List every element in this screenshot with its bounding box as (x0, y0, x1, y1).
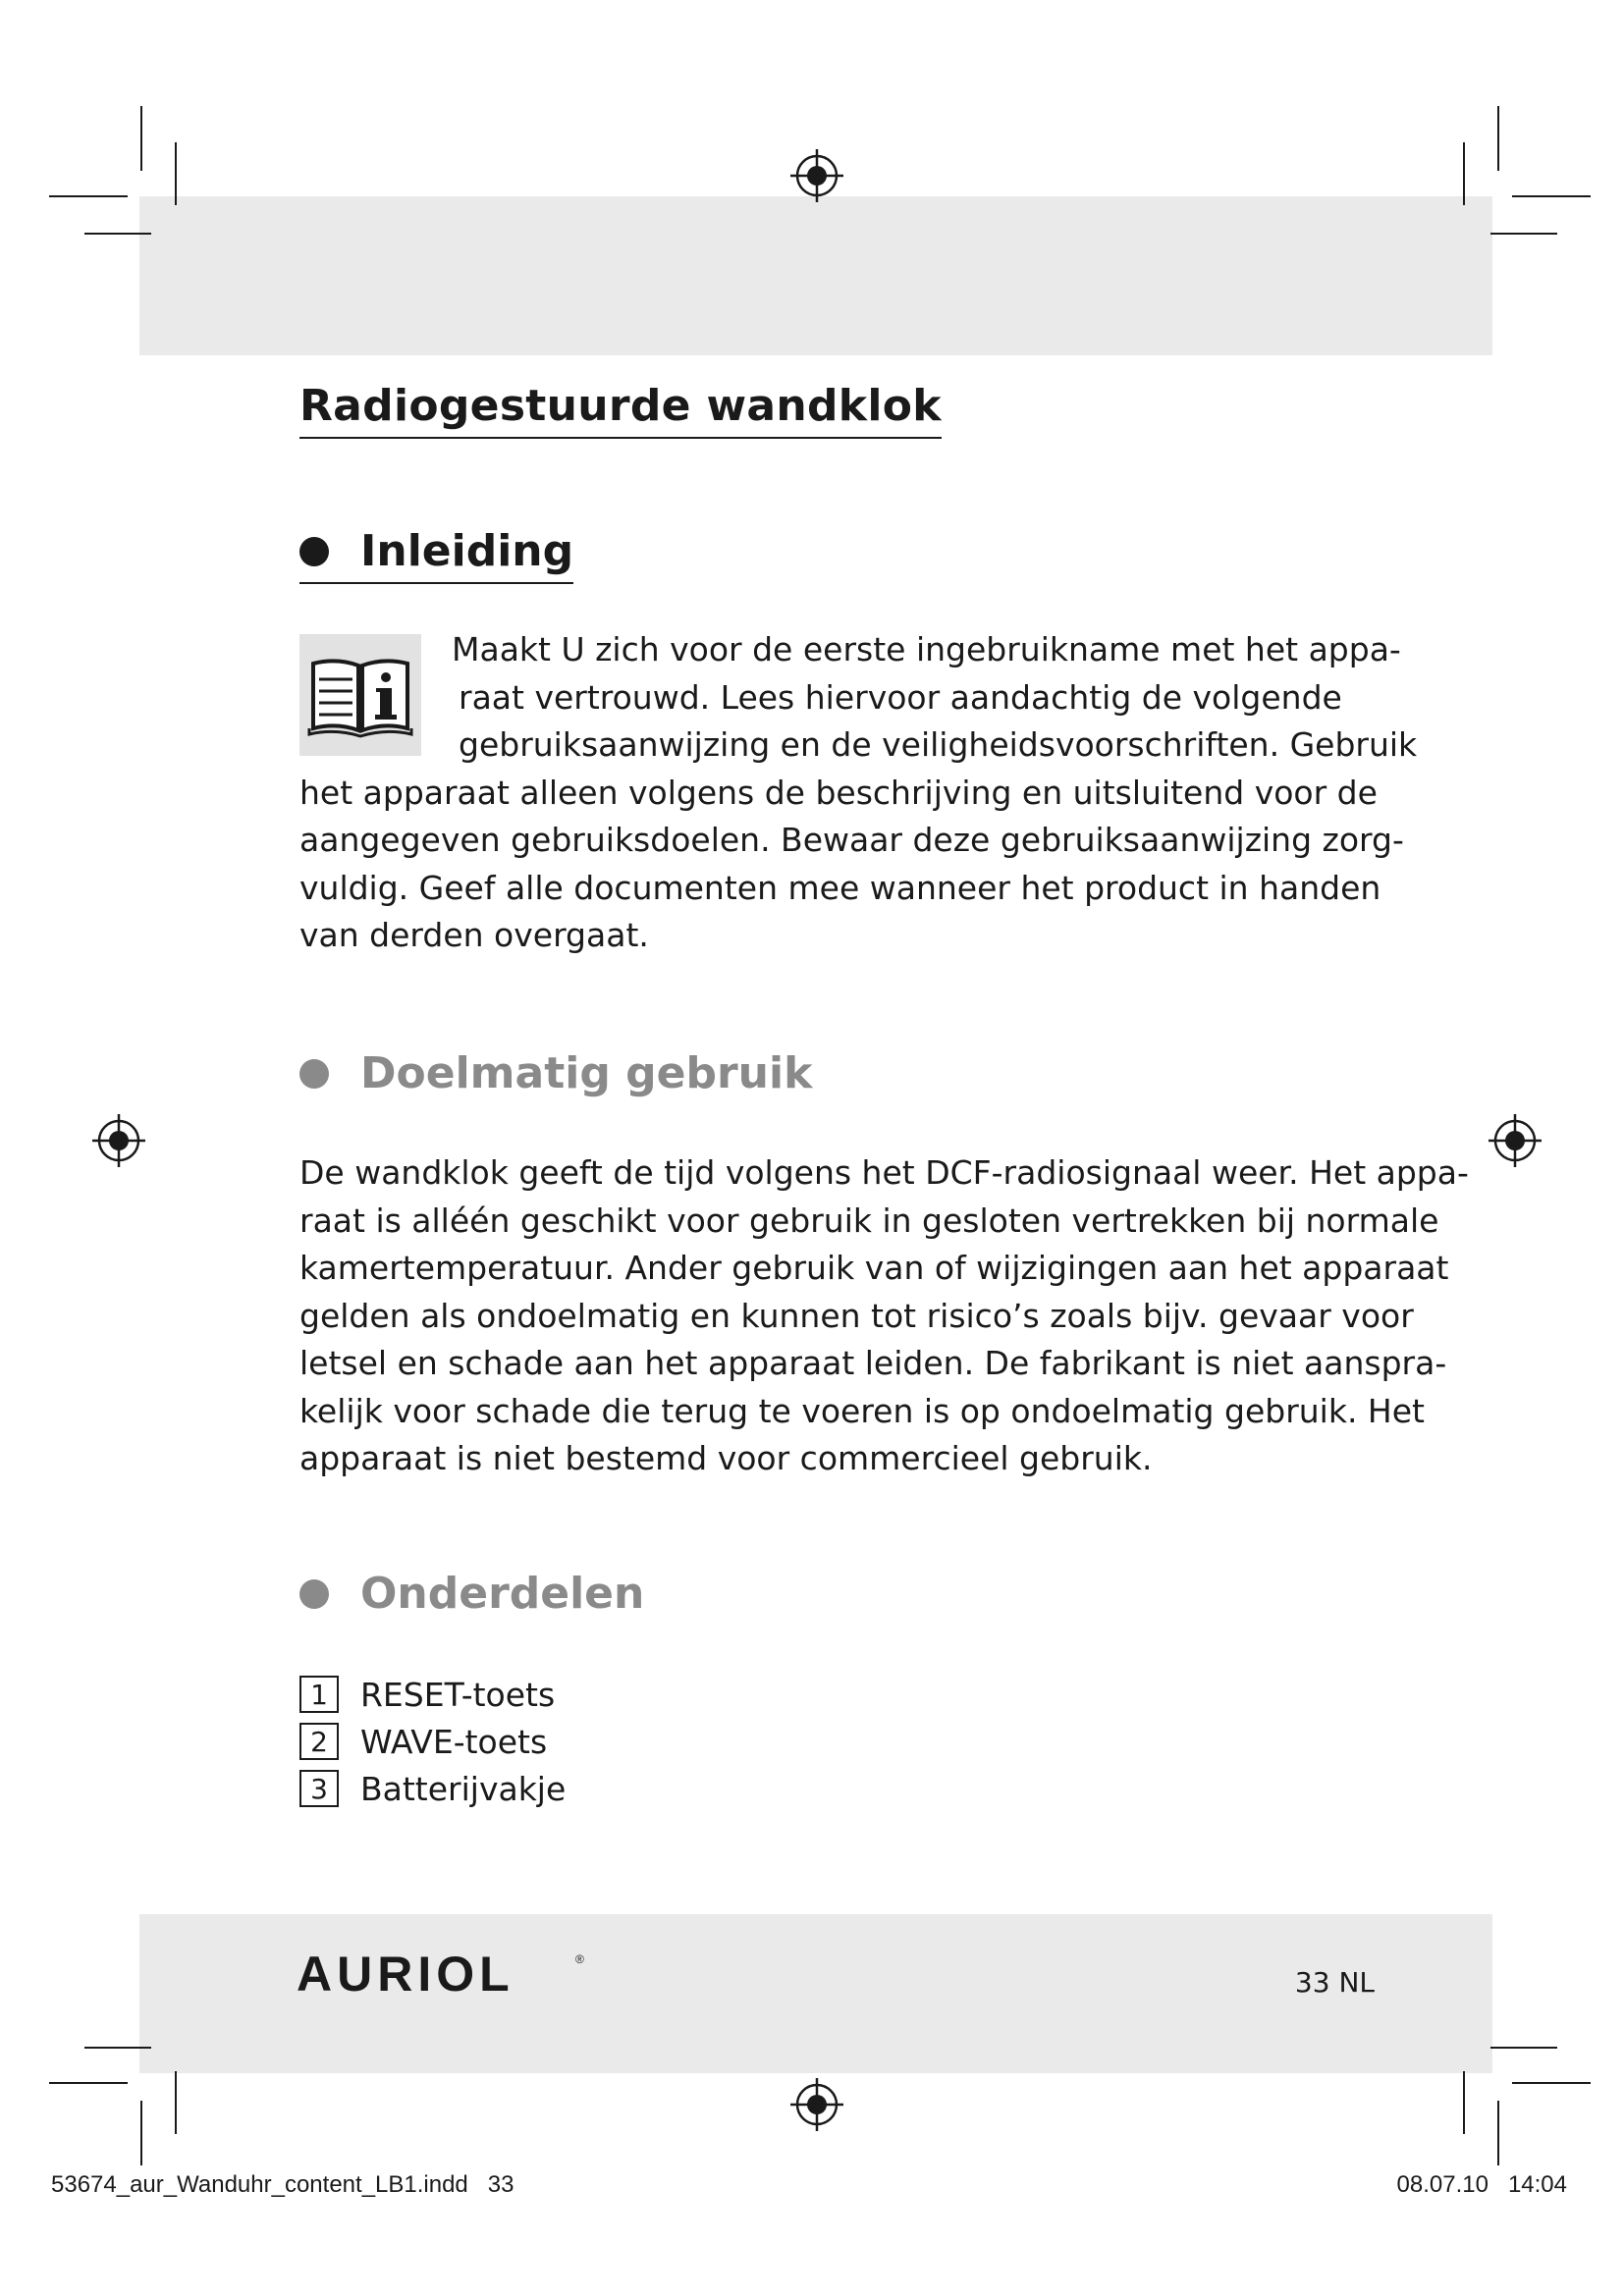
slug-filename: 53674_aur_Wanduhr_content_LB1.indd 33 (51, 2171, 514, 2198)
auriol-logo (295, 1946, 589, 2004)
document-title: Radiogestuurde wandklok (299, 381, 942, 439)
section-heading-label: Inleiding (360, 526, 574, 576)
page-number: 33 NL (1294, 1966, 1375, 1999)
header-band (139, 196, 1492, 355)
intended-use-paragraph: De wandklok geeft de tijd volgens het DCF-radiosignaal weer. Het appa- raat is alléén geschikt voor gebruik in gesloten vertrekken bij normale kamertemperatuur. Ander gebruik van of wijzigingen aan het apparaat gelden als ondoelmatig en kunnen tot risico’s zoals bijv. gevaar voor letsel en schade aan het apparaat leiden. De fabrikant is niet aanspra- kelijk voor schade die terug te voeren is op ondoelmatig gebruik. Het apparaat is niet bestemd voor commercieel gebruik. (299, 1153, 1469, 1477)
section-heading-parts (299, 1569, 644, 1619)
section-heading-intended-use (299, 1048, 812, 1098)
part-number-box: 2 (299, 1723, 339, 1760)
part-label: Batterijvakje (360, 1769, 567, 1808)
list-item (299, 1765, 566, 1812)
intro-paragraph: Maakt U zich voor de eerste ingebruikname met het appa- raat vertrouwd. Lees hiervoor aandachtig de volgende gebruiksaanwijzing en de veiligheidsvoorschriften. Gebruik het apparaat alleen volgens de beschrijving en uitsluitend voor de aangegeven gebruiksdoelen. Bewaar deze gebruiksaanwijzing zorg- vuldig. Geef alle documenten mee wanneer het product in handen van derden overgaat. (299, 630, 1418, 954)
bullet-icon (299, 1059, 329, 1089)
registration-mark-icon (90, 1112, 147, 1169)
list-item (299, 1718, 566, 1765)
list-item (299, 1671, 566, 1718)
bullet-icon (299, 1579, 329, 1609)
part-number-box: 1 (299, 1676, 339, 1713)
parts-list (299, 1671, 566, 1812)
svg-text:®: ® (575, 1952, 584, 1966)
part-label: WAVE-toets (360, 1722, 548, 1761)
registration-mark-icon (1487, 1112, 1543, 1169)
section-heading-intro (299, 526, 573, 584)
section-heading-label: Onderdelen (360, 1569, 645, 1619)
bullet-icon (299, 537, 329, 566)
slug-datetime: 08.07.10 14:04 (1396, 2171, 1567, 2198)
part-number-box: 3 (299, 1770, 339, 1807)
section-heading-label: Doelmatig gebruik (360, 1048, 813, 1098)
part-label: RESET-toets (360, 1675, 556, 1714)
registration-mark-icon (788, 2076, 845, 2133)
registration-mark-icon (788, 147, 845, 204)
svg-text:AURIOL: AURIOL (297, 1947, 514, 2002)
